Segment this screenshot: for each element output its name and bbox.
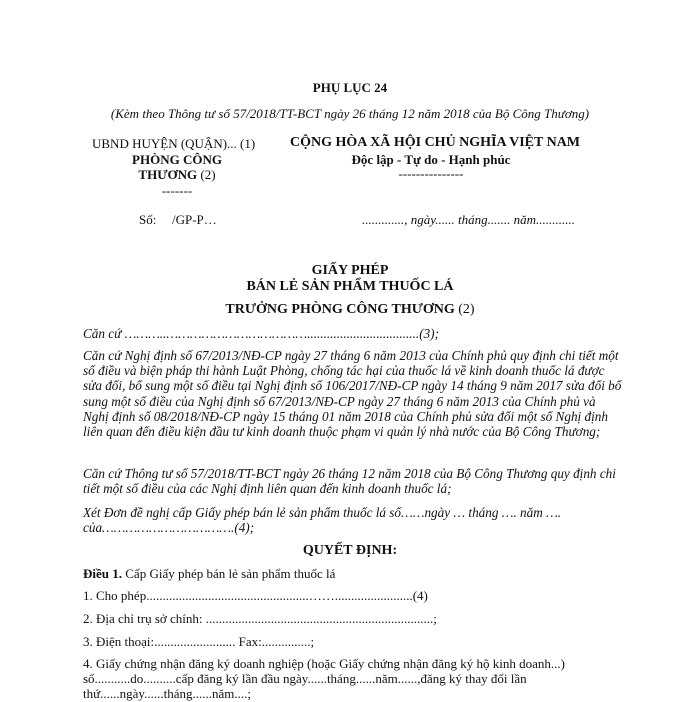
issuer-title-note: (2) xyxy=(454,302,475,317)
issuer-title-bold: TRƯỞNG PHÒNG CÔNG THƯƠNG xyxy=(225,302,455,317)
number-value: /GP-P… xyxy=(172,212,217,227)
item-2: 2. Địa chỉ trụ sở chính: ......................................................................; xyxy=(83,611,437,626)
department-name-bold: THƯƠNG xyxy=(138,167,198,182)
department-name-line1: PHÒNG CÔNG xyxy=(132,152,222,167)
number-label: Số: xyxy=(139,212,157,227)
right-divider: --------------- xyxy=(398,166,464,181)
appendix-subtitle: (Kèm theo Thông tư số 57/2018/TT-BCT ngày 26 tháng 12 năm 2018 của Bộ Công Thương) xyxy=(110,106,590,121)
issuing-authority: UBND HUYỆN (QUẬN)... (1) xyxy=(92,136,256,151)
department-name-note: (2) xyxy=(197,167,216,182)
article-1-text: Cấp Giấy phép bán lẻ sản phẩm thuốc lá xyxy=(122,566,336,581)
date-line: ............., ngày...... tháng....... năm............ xyxy=(362,212,576,227)
article-1-label: Điều 1. xyxy=(83,566,122,581)
national-motto: Độc lập - Tự do - Hạnh phúc xyxy=(351,152,511,167)
item-3: 3. Điện thoại:......................... Fax:...............; xyxy=(83,634,315,649)
decision-heading: QUYẾT ĐỊNH: xyxy=(302,543,398,558)
item-4-line-1: 4. Giấy chứng nhận đăng ký doanh nghiệp (hoặc Giấy chứng nhận đăng ký hộ kinh doanh...) xyxy=(83,656,565,671)
issuer-title xyxy=(0,302,700,318)
appendix-title: PHỤ LỤC 24 xyxy=(312,80,388,95)
article-1 xyxy=(83,566,335,582)
basis-paragraph-2: Căn cứ Nghị định số 67/2013/NĐ-CP ngày 27 tháng 6 năm 2013 của Chính phủ quy định chi tiết một số điều và biện pháp thi hành Luật Phòng, chống tác hại của thuốc lá về kinh doanh thuốc lá được sửa đổi, bổ sung một số điều tại Nghị định số 106/2017/NĐ-CP ngày 14 tháng 9 năm 2017 sửa đổi bổ sung một số điều của Nghị định số 67/2013/NĐ-CP ngày 27 tháng 6 năm 2013 của Chính phủ và Nghị định số 08/2018/NĐ-CP ngày 15 tháng 01 năm 2018 của Chính phủ sửa đổi một số Nghị định liên quan đến điều kiện đầu tư kinh doanh thuộc phạm vi quản lý nhà nước của Bộ Công Thương; xyxy=(83,348,622,440)
item-4-line-2: số...........do..........cấp đăng ký lần đầu ngày......tháng......năm......,đăng ký thay đổi lần xyxy=(83,671,527,686)
item-1: 1. Cho phép..................................................……........................(4) xyxy=(83,588,428,603)
basis-paragraph-3: Căn cứ Thông tư số 57/2018/TT-BCT ngày 26 tháng 12 năm 2018 của Bộ Công Thương quy định chi tiết một số điều của các Nghị định liên quan đến kinh doanh thuốc lá; xyxy=(83,466,616,496)
country-name: CỘNG HÒA XÃ HỘI CHỦ NGHĨA VIỆT NAM xyxy=(290,135,581,150)
left-divider: ------- xyxy=(161,183,193,198)
document-subtitle: BÁN LẺ SẢN PHẨM THUỐC LÁ xyxy=(246,279,454,294)
item-4-line-3: thứ......ngày......tháng......năm....; xyxy=(83,686,251,701)
document-title: GIẤY PHÉP xyxy=(311,263,389,278)
basis-paragraph-4: Xét Đơn đề nghị cấp Giấy phép bán lẻ sản phẩm thuốc lá số……ngày … tháng …. năm …. của…………………………….(4); xyxy=(83,505,562,535)
basis-paragraph-1: Căn cứ ………..………………………………..................................(3); xyxy=(83,326,439,341)
